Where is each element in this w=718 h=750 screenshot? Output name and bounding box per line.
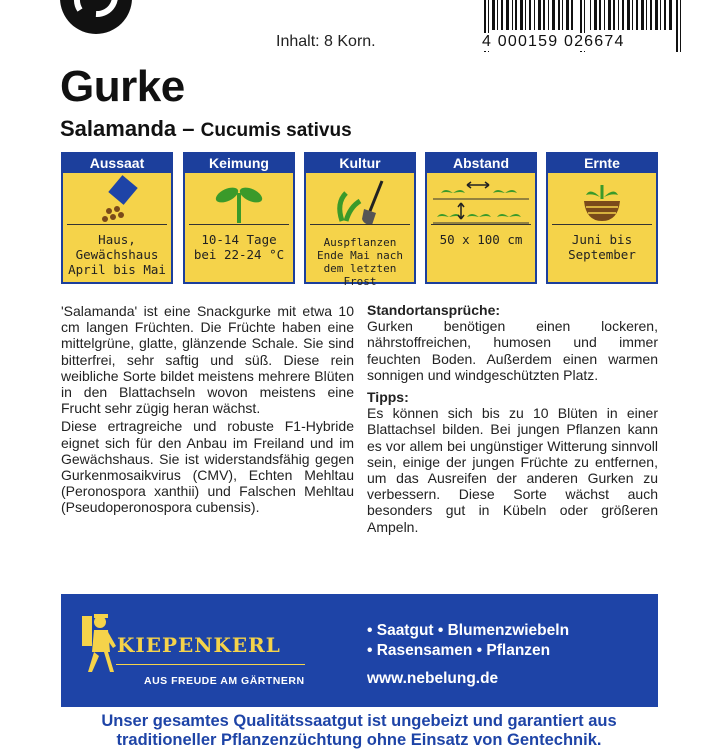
- card-ernte: [546, 152, 658, 284]
- quality-notice: [0, 712, 718, 750]
- card-text: Auspflanzen Ende Mai nach dem letzten Frost: [316, 236, 404, 288]
- card-title: Keimung: [185, 154, 293, 173]
- description-column: [61, 303, 354, 518]
- seedling-icon: [185, 173, 293, 231]
- card-title: Kultur: [306, 154, 414, 173]
- quality-notice-line: traditioneller Pflanzenzüchtung ohne Einsatz von Gentechnik.: [116, 731, 602, 749]
- card-title: Aussaat: [63, 154, 171, 173]
- card-aussaat: [61, 152, 173, 284]
- card-divider: [189, 224, 289, 225]
- card-kultur: [304, 152, 416, 288]
- kiepenkerl-figure-icon: [78, 612, 118, 674]
- card-title: Ernte: [548, 154, 656, 173]
- card-keimung: [183, 152, 295, 284]
- latin-name: Cucumis sativus: [200, 120, 352, 141]
- card-abstand: [425, 152, 537, 284]
- section-paragraph: Es können sich bis zu 10 Blüten in einer Blattachsel bilden. Bei jungen Pflanzen kann es vor allem bei ungünstiger Witterung sinnvoll sein, einige der jungen Früchte zu entfernen, um das Ausreifen der anderen Gurken zu verbessern. Diese Sorte wächst auch besonders gut in Kübeln oder größeren Ampeln.: [367, 405, 658, 535]
- barcode-number: 4 000159 026674: [482, 33, 625, 50]
- section-heading: Tipps:: [367, 389, 409, 406]
- product-name: Gurke: [60, 62, 185, 111]
- description-paragraph: Diese ertragreiche und robuste F1-Hybride eignet sich für den Anbau im Freiland und im Gewächshaus. Sie ist widerstandsfähig gegen Gurkenmosaikvirus (CMV), Echten Mehltau (Peronospora xanthii) und Falschen Mehltau (Pseudoperonospora cubensis).: [61, 418, 354, 516]
- card-text: Haus, Gewächshaus April bis Mai: [68, 232, 166, 277]
- quality-notice-line: Unser gesamtes Qualitätssaatgut ist ungebeizt und garantiert aus: [101, 712, 617, 730]
- card-divider: [552, 224, 652, 225]
- content-amount: Inhalt: 8 Korn.: [276, 33, 376, 50]
- card-divider: [67, 224, 167, 225]
- brand-logo: KIEPENKERL: [117, 633, 281, 657]
- card-divider: [431, 224, 531, 225]
- service-line: • Rasensamen • Pflanzen: [367, 642, 551, 659]
- card-title: Abstand: [427, 154, 535, 173]
- description-paragraph: 'Salamanda' ist eine Snackgurke mit etwa 10 cm langen Früchten. Die Früchte haben eine mittelgrüne, glatte, glänzende Schale. Sie sind bitterfrei, sehr saftig und süß. Diese rein weibliche Sorte bildet meistens mehrere Blüten in den Blattachseln wovon meistens eine Frucht sehr zügig heran wächst.: [61, 303, 354, 417]
- card-divider: [310, 224, 410, 225]
- section-heading: Standortansprüche:: [367, 302, 501, 318]
- website-link[interactable]: www.nebelung.de: [367, 670, 499, 687]
- variety-name: Salamanda: [60, 116, 177, 141]
- shovel-plant-icon: [306, 173, 414, 231]
- card-text: 10-14 Tage bei 22-24 °C: [193, 232, 285, 262]
- green-dot-logo-icon: [60, 0, 132, 34]
- brand-tagline: AUS FREUDE AM GÄRTNERN: [144, 675, 305, 687]
- growing-info-column: [367, 302, 658, 537]
- service-line: • Saatgut • Blumenzwiebeln: [367, 622, 570, 639]
- brand-divider: [116, 664, 305, 665]
- seed-packet-icon: [63, 173, 171, 231]
- spacing-icon: [427, 173, 535, 231]
- card-text: 50 x 100 cm: [439, 232, 523, 247]
- section-paragraph: Gurken benötigen einen lockeren, nährstoffreichen, humosen und immer feuchten Boden. Außerdem einen warmen sonnigen und windgeschützten Platz.: [367, 318, 658, 383]
- subtitle-dash: –: [176, 116, 201, 141]
- product-subtitle: [60, 116, 352, 142]
- harvest-basket-icon: [548, 173, 656, 231]
- card-text: Juni bis September: [568, 232, 636, 262]
